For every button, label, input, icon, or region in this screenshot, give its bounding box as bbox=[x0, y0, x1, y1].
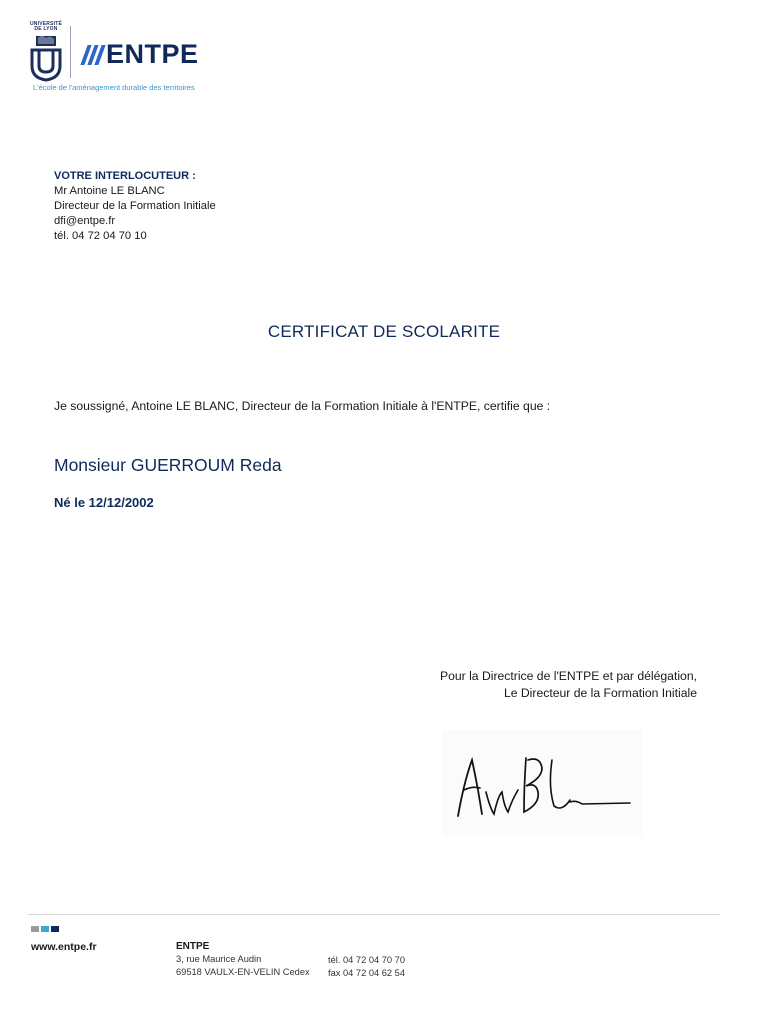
navy-square-icon bbox=[51, 926, 59, 932]
universite-de-lyon-logo bbox=[28, 22, 64, 84]
contact-role: Directeur de la Formation Initiale bbox=[54, 200, 216, 212]
contact-heading: VOTRE INTERLOCUTEUR : bbox=[54, 170, 196, 182]
document-title: CERTIFICAT DE SCOLARITE bbox=[267, 322, 501, 341]
lion-shield-icon bbox=[28, 32, 64, 82]
signature-caption-line1: Pour la Directrice de l'ENTPE et par délégation, bbox=[439, 669, 697, 683]
contact-email: dfi@entpe.fr bbox=[54, 215, 116, 227]
university-logo-text: UNIVERSITÉ DE LYON bbox=[29, 21, 62, 32]
grey-square-icon bbox=[31, 926, 39, 932]
footer-city: 69518 VAULX-EN-VELIN Cedex bbox=[176, 967, 310, 977]
signature-caption bbox=[440, 668, 697, 701]
footer-address bbox=[176, 940, 310, 979]
signature-caption-line2: Le Directeur de la Formation Initiale bbox=[503, 685, 697, 700]
contact-name: Mr Antoine LE BLANC bbox=[54, 185, 165, 197]
handwritten-signature bbox=[442, 730, 642, 836]
footer-tel: tél. 04 72 04 70 70 bbox=[328, 955, 406, 965]
footer-fax: fax 04 72 04 62 54 bbox=[328, 968, 406, 978]
slashes-icon bbox=[82, 43, 104, 65]
contact-block bbox=[54, 169, 216, 244]
footer-phones bbox=[328, 954, 405, 980]
student-name: Monsieur GUERROUM Reda bbox=[54, 455, 282, 475]
contact-phone: tél. 04 72 04 70 10 bbox=[54, 230, 147, 242]
footer-divider bbox=[28, 914, 720, 915]
footer-street: 3, rue Maurice Audin bbox=[176, 954, 262, 964]
footer-org: ENTPE bbox=[176, 941, 210, 952]
footer-squares-icon bbox=[31, 926, 59, 932]
footer-website-link[interactable]: www.entpe.fr bbox=[31, 941, 97, 953]
birth-date: Né le 12/12/2002 bbox=[54, 495, 154, 510]
school-tagline: L'école de l'aménagement durable des territoires bbox=[33, 83, 195, 92]
certification-statement: Je soussigné, Antoine LE BLANC, Directeur de la Formation Initiale à l'ENTPE, certifie que : bbox=[54, 399, 551, 413]
cyan-square-icon bbox=[41, 926, 49, 932]
logo-divider bbox=[70, 26, 71, 78]
entpe-logo-text: ENTPE bbox=[106, 39, 199, 69]
entpe-logo bbox=[82, 40, 199, 68]
